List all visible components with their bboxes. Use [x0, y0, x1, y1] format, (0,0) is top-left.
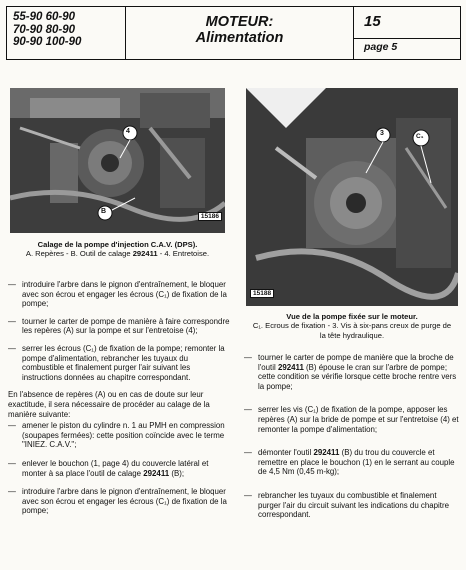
list-item: — démonter l'outil 292411 (B) du trou du couvercle et remettre en place le bouchon (1) en le serrant au couple de 4,5 Nm (0,45 m-kg);	[244, 448, 455, 477]
page-number: 15	[354, 7, 460, 39]
engine-photo-right	[246, 88, 458, 306]
model-line: 90-90 100-90	[13, 36, 82, 48]
page-box	[354, 7, 460, 59]
caption-title: Vue de la pompe fixée sur le moteur.	[286, 312, 418, 321]
list-item: — serrer les écrous (C₁) de fixation de la pompe; remonter la pompe d'alimentation, rebrancher les tuyaux du combustible et finalement purger l'air suivant les instructions données au chapitre correspondant.	[8, 343, 225, 382]
right-text-column	[244, 353, 460, 528]
title-line-2: Alimentation	[195, 30, 284, 46]
figure-caption-left	[10, 240, 225, 259]
callout-label: B	[101, 208, 107, 215]
figure-caption-right	[244, 312, 460, 340]
caption-title: Calage de la pompe d'injection C.A.V. (DPS).	[37, 240, 198, 249]
model-list	[7, 7, 126, 59]
callout-label: 4	[126, 128, 130, 135]
engine-photo-left	[10, 88, 225, 233]
callout-label: 3	[380, 130, 384, 137]
list-item: — tourner le carter de pompe de manière à faire correspondre les repères (A) sur la pompe et sur l'entretoise (4);	[8, 316, 230, 336]
caption-legend: A. Repères - B. Outil de calage 292411 - 4. Entretoise.	[25, 249, 210, 259]
left-text-column	[8, 280, 230, 524]
list-item: — serrer les vis (C₁) de fixation de la pompe, apposer les repères (A) sur la bride de pompe et sur l'entretoise (4) et remonter la pompe d'alimentation;	[244, 405, 459, 434]
figure-number: 15188	[250, 289, 274, 298]
figure-photo-right	[246, 88, 458, 306]
paragraph: En l'absence de repères (A) ou en cas de doute sur leur exactitude, il sera nécessaire de procéder au calage de la manière suivante:	[8, 390, 210, 419]
page-header	[6, 6, 461, 60]
list-item: — introduire l'arbre dans le pignon d'entraînement, le bloquer avec son écrou et engager les écrous (C₁) de fixation de la pompe;	[8, 280, 227, 309]
section-title	[126, 7, 354, 59]
figure-photo-left	[10, 88, 225, 233]
model-line: 70-90 80-90	[13, 23, 76, 36]
list-item: — amener le piston du cylindre n. 1 au PMH en compression (soupapes fermées): cette position coïncide avec le terme "INIEZ. C.A.V.";	[8, 421, 225, 450]
list-item: — introduire l'arbre dans le pignon d'entraînement, le bloquer avec son écrou et engager les écrous (C₁) de fixation de la pompe;	[8, 487, 227, 516]
list-item: — tourner le carter de pompe de manière que la broche de l'outil 292411 (B) épouse le cran sur l'arbre de pompe; cette condition se vérifie lorsque cette broche rentre vers la pompe;	[244, 353, 457, 391]
model-line: 55-90 60-90	[13, 11, 76, 23]
list-item: — rebrancher les tuyaux du combustible et finalement purger l'air du circuit suivant les indications du chapitre correspondant.	[244, 490, 449, 520]
caption-legend-line: la tête hydraulique.	[319, 330, 385, 340]
title-line-1: MOTEUR:	[205, 14, 274, 30]
callout-label: C₁	[416, 133, 424, 140]
figure-number: 15186	[198, 212, 222, 221]
page-label: page 5	[364, 41, 398, 53]
caption-legend-line: C₁. Ecrous de fixation - 3. Vis à six-pans creux de purge de	[252, 321, 452, 331]
list-item: — enlever le bouchon (1, page 4) du couvercle latéral et monter à sa place l'outil de calage 292411 (B);	[8, 458, 209, 478]
